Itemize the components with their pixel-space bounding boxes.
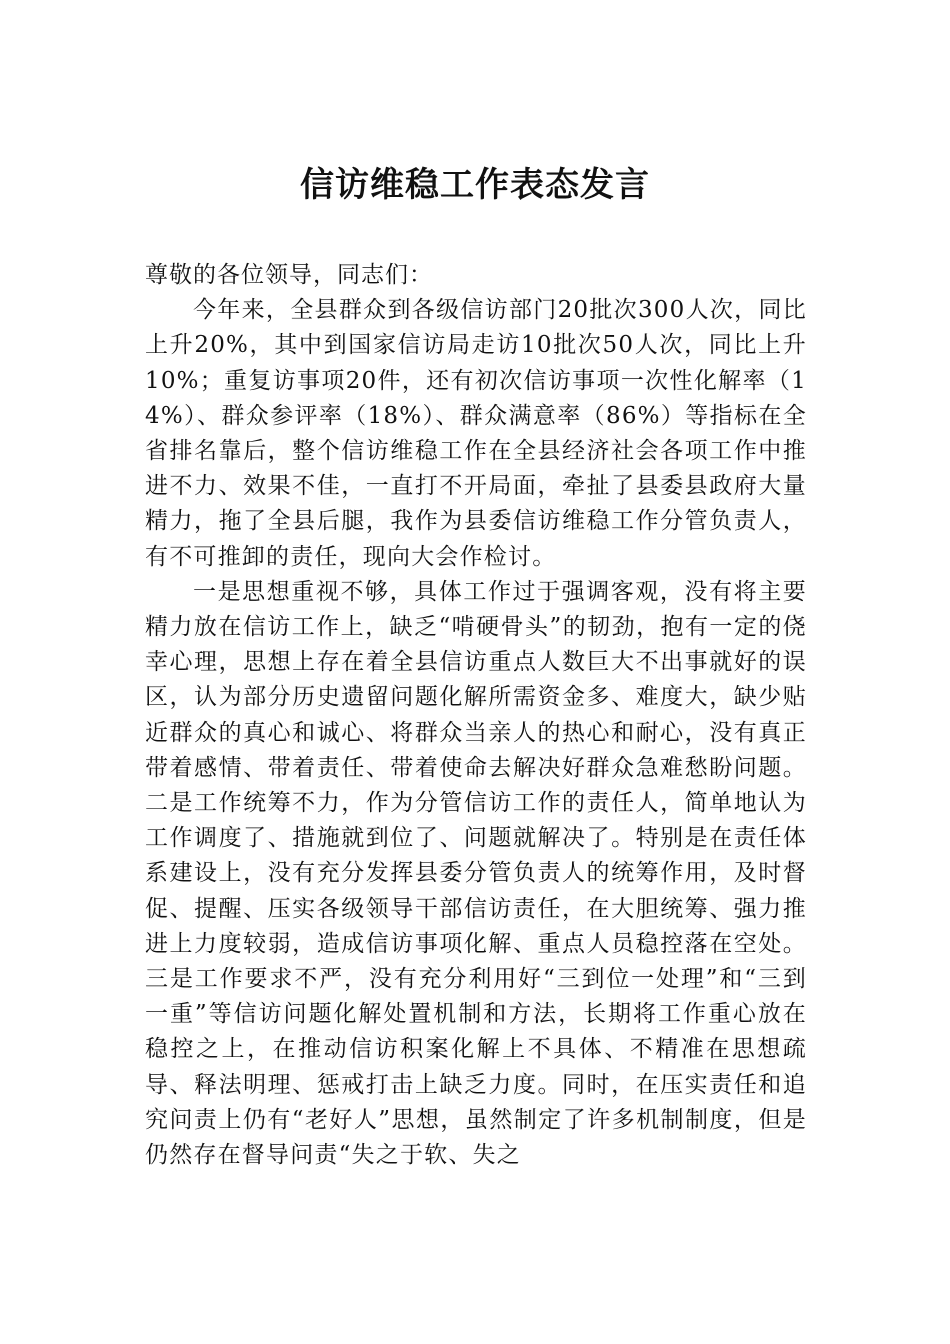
paragraph-problems: 一是思想重视不够，具体工作过于强调客观，没有将主要精力放在信访工作上，缺乏“啃硬骨头”的韧劲，抱有一定的侥幸心理，思想上存在着全县信访重点人数巨大不出事就好的误区，认为部分历史遗留问题化解所需资金多、难度大，缺少贴近群众的真心和诚心、将群众当亲人的热心和耐心，没有真正带着感情、带着责任、带着使命去解决好群众急难愁盼问题。二是工作统筹不力，作为分管信访工作的责任人，简单地认为工作调度了、措施就到位了、问题就解决了。特别是在责任体系建设上，没有充分发挥县委分管负责人的统筹作用，及时督促、提醒、压实各级领导干部信访责任，在大胆统筹、强力推进上力度较弱，造成信访事项化解、重点人员稳控落在空处。三是工作要求不严，没有充分利用好“三到位一处理”和“三到一重”等信访问题化解处置机制和方法，长期将工作重心放在稳控之上，在推动信访积案化解上不具体、不精准在思想疏导、释法明理、惩戒打击上缺乏力度。同时，在压实责任和追究问责上仍有“老好人”思想，虽然制定了许多机制制度，但是仍然存在督导问责“失之于软、失之 <box>145 578 807 1169</box>
salutation: 尊敬的各位领导，同志们： <box>145 262 433 288</box>
paragraph-intro: 今年来，全县群众到各级信访部门20批次300人次，同比上升20%，其中到国家信访局走访10批次50人次，同比上升10%；重复访事项20件，还有初次信访事项一次性化解率（14%）、群众参评率（18%）、群众满意率（86%）等指标在全省排名靠后，整个信访维稳工作在全县经济社会各项工作中推进不力、效果不佳，一直打不开局面，牵扯了县委县政府大量精力，拖了全县后腿，我作为县委信访维稳工作分管负责人，有不可推卸的责任，现向大会作检讨。 <box>145 297 807 570</box>
document-title: 信访维稳工作表态发言 <box>300 165 650 205</box>
document-body <box>145 258 807 1173</box>
